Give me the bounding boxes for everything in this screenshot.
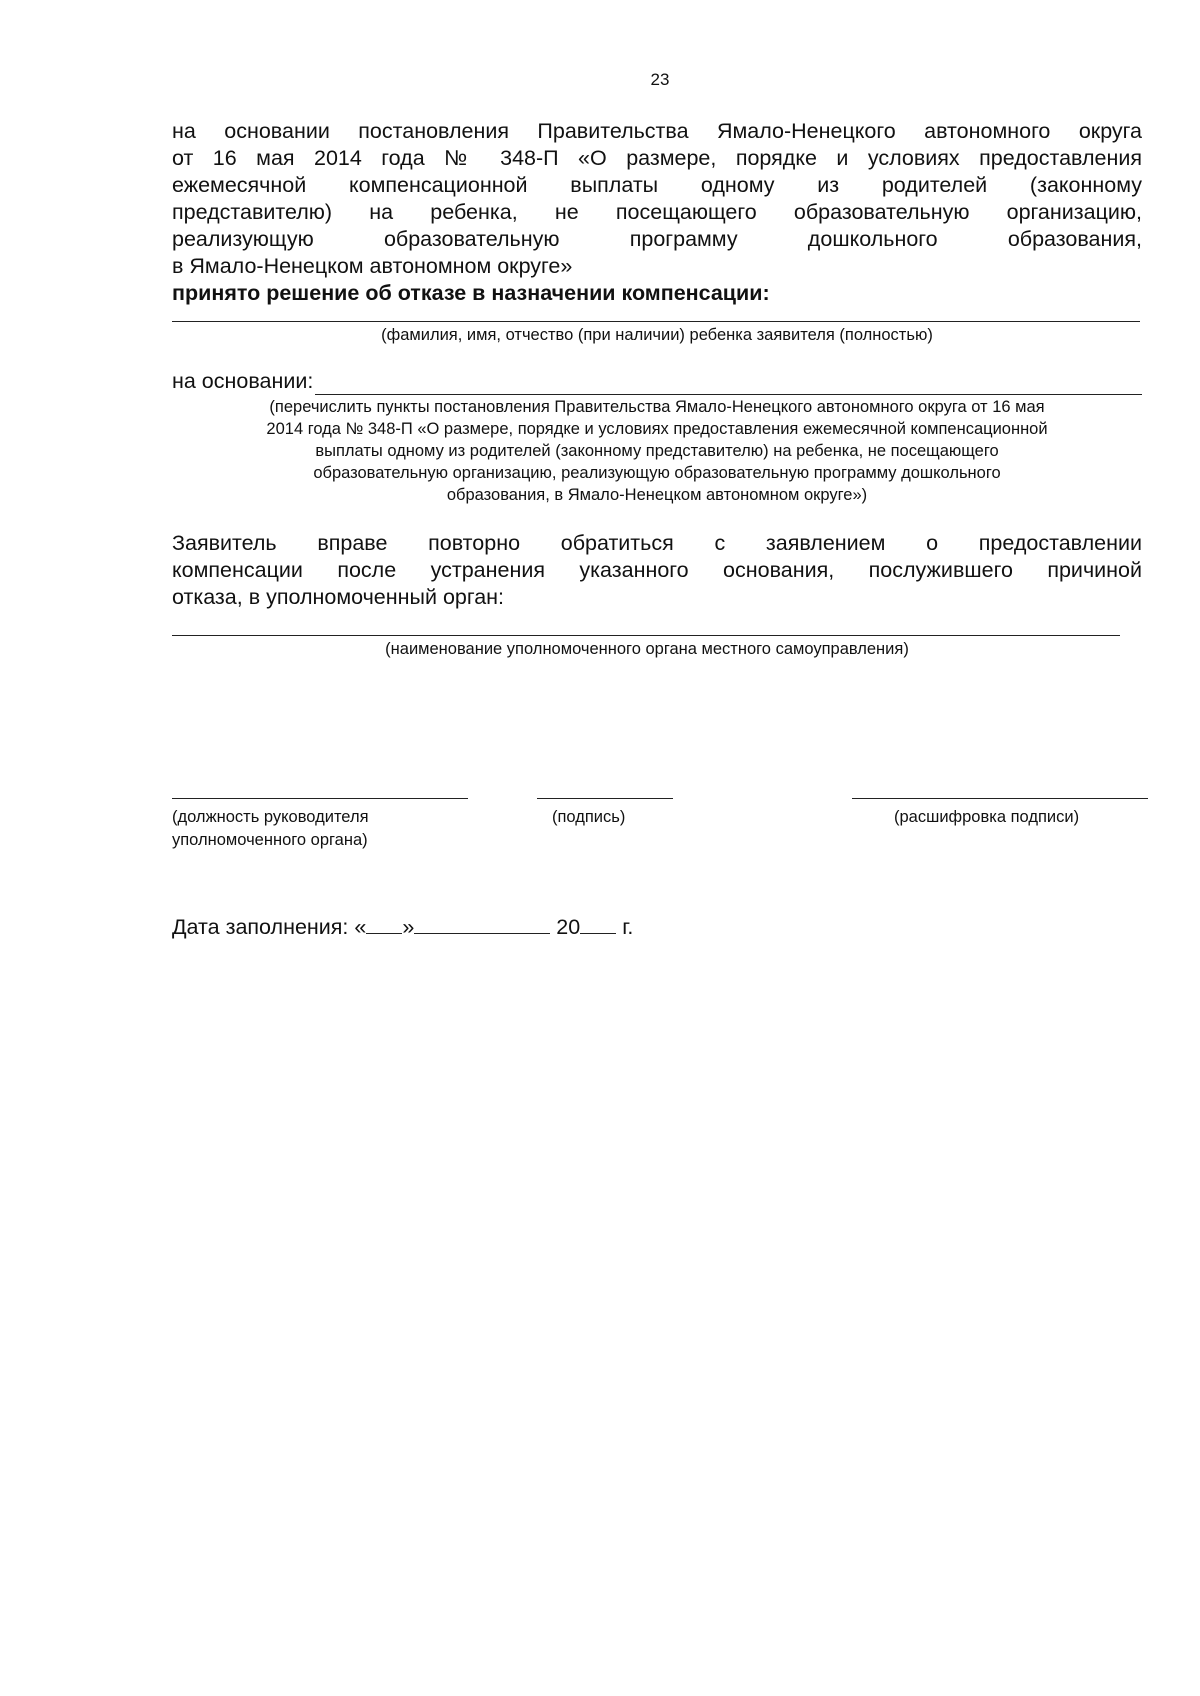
basis-row <box>172 368 1142 395</box>
basis-caption-line: (перечислить пункты постановления Правительства Ямало-Ненецкого автономного округа от 16 мая <box>269 398 1045 416</box>
child-name-field[interactable] <box>172 321 1140 322</box>
intro-line: представителю) на ребенка, не посещающего образовательную организацию, <box>172 200 1142 224</box>
signature-field[interactable] <box>537 798 673 799</box>
month-field[interactable] <box>414 913 550 934</box>
intro-line: ежемесячной компенсационной выплаты одному из родителей (законному <box>172 173 1142 197</box>
basis-label: на основании: <box>172 369 314 393</box>
child-name-caption: (фамилия, имя, отчество (при наличии) ребенка заявителя (полностью) <box>381 326 933 344</box>
basis-caption-line: выплаты одному из родителей (законному представителю) на ребенка, не посещающего <box>315 442 999 460</box>
year-suffix: г. <box>622 915 634 939</box>
year-prefix: 20 <box>556 915 581 939</box>
basis-caption-line: образовательную организацию, реализующую образовательную программу дошкольного <box>313 464 1001 482</box>
applicant-line: компенсации после устранения указанного основания, послужившего причиной <box>172 558 1142 582</box>
date-close-quote: » <box>402 915 415 939</box>
authority-field[interactable] <box>172 635 1120 636</box>
position-caption-line: (должность руководителя <box>172 808 369 826</box>
year-field[interactable] <box>580 913 616 934</box>
signature-block <box>172 798 1152 878</box>
date-row <box>172 913 633 941</box>
intro-paragraph <box>172 118 1142 280</box>
signature-caption: (подпись) <box>552 808 626 826</box>
basis-caption-line: 2014 года № 348-П «О размере, порядке и условиях предоставления ежемесячной компенсационной <box>266 420 1048 438</box>
applicant-line: Заявитель вправе повторно обратиться с заявлением о предоставлении <box>172 531 1142 555</box>
document-body <box>172 118 1142 660</box>
date-label: Дата заполнения: « <box>172 915 367 939</box>
intro-line: от 16 мая 2014 года № 348-П «О размере, порядке и условиях предоставления <box>172 146 1142 170</box>
position-caption-line: уполномоченного органа) <box>172 831 368 849</box>
position-field[interactable] <box>172 798 468 799</box>
page-number: 23 <box>650 70 670 89</box>
intro-line: в Ямало-Ненецком автономном округе» <box>172 254 573 278</box>
applicant-line: отказа, в уполномоченный орган: <box>172 585 505 609</box>
intro-line: реализующую образовательную программу дошкольного образования, <box>172 227 1142 251</box>
decision-heading: принято решение об отказе в назначении компенсации: <box>172 281 770 305</box>
basis-field[interactable] <box>315 372 1142 395</box>
authority-caption: (наименование уполномоченного органа местного самоуправления) <box>385 640 909 658</box>
basis-caption <box>172 396 1142 506</box>
applicant-paragraph <box>172 530 1142 611</box>
intro-line: на основании постановления Правительства Ямало-Ненецкого автономного округа <box>172 119 1142 143</box>
day-field[interactable] <box>366 913 402 934</box>
decode-caption: (расшифровка подписи) <box>894 808 1080 826</box>
basis-caption-line: образования, в Ямало-Ненецком автономном округе») <box>446 486 868 504</box>
position-caption <box>172 806 369 852</box>
decode-field[interactable] <box>852 798 1148 799</box>
